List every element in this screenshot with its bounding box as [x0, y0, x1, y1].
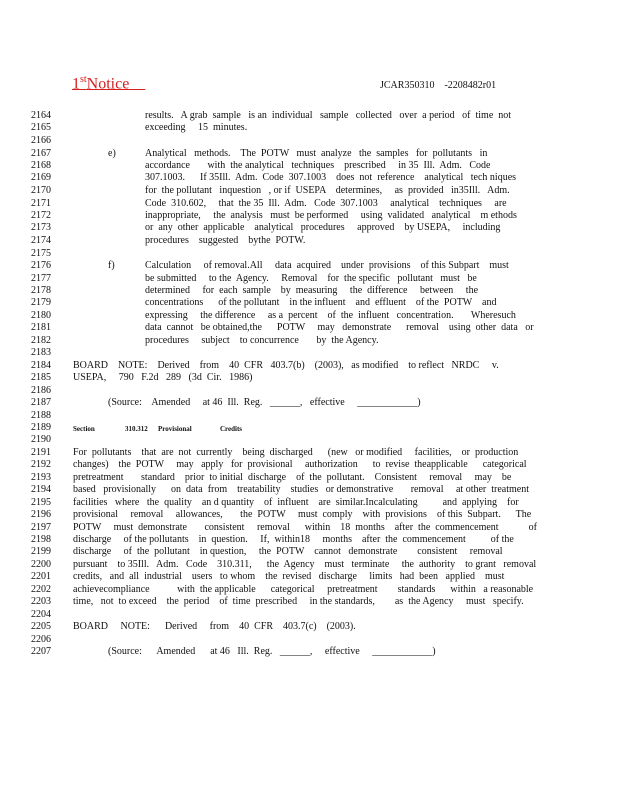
line-number: 2206: [31, 634, 51, 645]
text-line: pursuant to 35Ill. Adm. Code 310.311, the Agency must terminate the authority to grant removal: [73, 559, 537, 570]
list-marker: f): [108, 260, 115, 271]
line-number: 2195: [31, 497, 51, 508]
board-note-line: USEPA, 790 F.2d 289 (3d Cir. 1986): [73, 372, 253, 383]
text-line: credits, and all industrial users to whom the revised discharge limits had been applied must: [73, 571, 505, 582]
text-line: facilities where the quality an d quantity of influent are similar.Incalculating and applying for: [73, 497, 519, 508]
line-number: 2207: [31, 646, 51, 657]
line-number: 2186: [31, 385, 51, 396]
document-id: JCAR350310 -2208482r01: [380, 80, 497, 91]
text-line: changes) the POTW may apply for provisional authorization to revise theapplicable categorical: [73, 459, 527, 470]
section-title-word: Provisional: [158, 425, 192, 433]
line-number: 2196: [31, 509, 51, 520]
line-number: 2189: [31, 422, 51, 433]
line-number: 2192: [31, 459, 51, 470]
text-line: procedures subject to concurrence by the Agency.: [145, 335, 379, 346]
text-line: pretreatment standard prior to initial discharge of the pollutant. Consistent removal may be: [73, 472, 512, 483]
line-number: 2200: [31, 559, 51, 570]
text-line: procedures suggested bythe POTW.: [145, 235, 306, 246]
text-line: or any other applicable analytical procedures approved by USEPA, including: [145, 222, 501, 233]
line-number: 2181: [31, 322, 51, 333]
line-number: 2188: [31, 410, 51, 421]
board-note-line: BOARD NOTE: Derived from 40 CFR 403.7(c) (2003).: [73, 621, 356, 632]
line-number: 2187: [31, 397, 51, 408]
line-number: 2183: [31, 347, 51, 358]
notice-underline-pad: [129, 75, 145, 92]
text-line: Code 310.602, that the 35 Ill. Adm. Code 307.1003 analytical techniques are: [145, 198, 507, 209]
source-line: (Source: Amended at 46 Ill. Reg. ______, effective ____________): [108, 397, 421, 408]
line-number: 2202: [31, 584, 51, 595]
line-number: 2168: [31, 160, 51, 171]
line-number: 2170: [31, 185, 51, 196]
line-number: 2184: [31, 360, 51, 371]
notice-heading: [72, 74, 145, 93]
line-number: 2173: [31, 222, 51, 233]
line-number: 2165: [31, 122, 51, 133]
text-line: achievecompliance with the applicable categorical pretreatment standards within a reasonable: [73, 584, 534, 595]
text-line: based provisionally on data from treatability studies or demonstrative removal at other treatment: [73, 484, 529, 495]
text-line: inappropriate, the analysis must be performed using validated analytical m ethods: [145, 210, 517, 221]
line-number: 2197: [31, 522, 51, 533]
text-line: Analytical methods. The POTW must analyze the samples for pollutants in: [145, 148, 488, 159]
line-number: 2203: [31, 596, 51, 607]
text-line: accordance with the analytical techniques prescribed in 35 Ill. Adm. Code: [145, 160, 491, 171]
line-number: 2199: [31, 546, 51, 557]
line-number: 2166: [31, 135, 51, 146]
line-number: 2190: [31, 434, 51, 445]
line-number: 2172: [31, 210, 51, 221]
text-line: determined for each sample by measuring the difference between the: [145, 285, 479, 296]
text-line: discharge of the pollutants in question. If, within18 months after the commencement of the: [73, 534, 514, 545]
text-line: expressing the difference as a percent of the influent concentration. Wheresuch: [145, 310, 516, 321]
line-number: 2182: [31, 335, 51, 346]
source-line: (Source: Amended at 46 Ill. Reg. ______, effective ____________): [108, 646, 436, 657]
line-number: 2205: [31, 621, 51, 632]
text-line: be submitted to the Agency. Removal for the specific pollutant must be: [145, 273, 477, 284]
section-number: 310.312: [125, 425, 148, 433]
text-line: time, not to exceed the period of time prescribed in the standards, as the Agency must specify.: [73, 596, 524, 607]
list-marker: e): [108, 148, 116, 159]
notice-ordinal-suffix: st: [80, 74, 87, 85]
line-number: 2180: [31, 310, 51, 321]
line-number: 2174: [31, 235, 51, 246]
line-number: 2198: [31, 534, 51, 545]
notice-word: Notice: [86, 75, 130, 93]
section-title-word: Credits: [220, 425, 243, 433]
notice-number: 1: [72, 75, 80, 93]
board-note-line: BOARD NOTE: Derived from 40 CFR 403.7(b) (2003), as modified to reflect NRDC v.: [73, 360, 499, 371]
text-line: data cannot be obtained,the POTW may demonstrate removal using other data or: [145, 322, 534, 333]
text-line: For pollutants that are not currently being discharged (new or modified facilities, or production: [73, 447, 519, 458]
line-number: 2179: [31, 297, 51, 308]
line-number: 2193: [31, 472, 51, 483]
line-number: 2164: [31, 110, 51, 121]
text-line: 307.1003. If 35Ill. Adm. Code 307.1003 does not reference analytical tech niques: [145, 172, 517, 183]
section-label: Section: [73, 425, 95, 433]
line-number: 2185: [31, 372, 51, 383]
line-number: 2167: [31, 148, 51, 159]
line-number: 2191: [31, 447, 51, 458]
text-line: Calculation of removal.All data acquired under provisions of this Subpart must: [145, 260, 509, 271]
line-number: 2176: [31, 260, 51, 271]
text-line: provisional removal allowances, the POTW must comply with provisions of this Subpart. The: [73, 509, 532, 520]
text-line: discharge of the pollutant in question, the POTW cannot demonstrate consistent removal: [73, 546, 503, 557]
line-number: 2169: [31, 172, 51, 183]
line-number: 2204: [31, 609, 51, 620]
line-number: 2194: [31, 484, 51, 495]
text-line: concentrations of the pollutant in the influent and effluent of the POTW and: [145, 297, 497, 308]
line-number: 2178: [31, 285, 51, 296]
line-number: 2201: [31, 571, 51, 582]
line-number: 2175: [31, 248, 51, 259]
line-number: 2177: [31, 273, 51, 284]
text-line: for the pollutant inquestion , or if USEPA determines, as provided in35Ill. Adm.: [145, 185, 510, 196]
text-line: results. A grab sample is an individual sample collected over a period of time not: [145, 110, 512, 121]
text-line: POTW must demonstrate consistent removal within 18 months after the commencement of: [73, 522, 537, 533]
text-line: exceeding 15 minutes.: [145, 122, 248, 133]
line-number: 2171: [31, 198, 51, 209]
